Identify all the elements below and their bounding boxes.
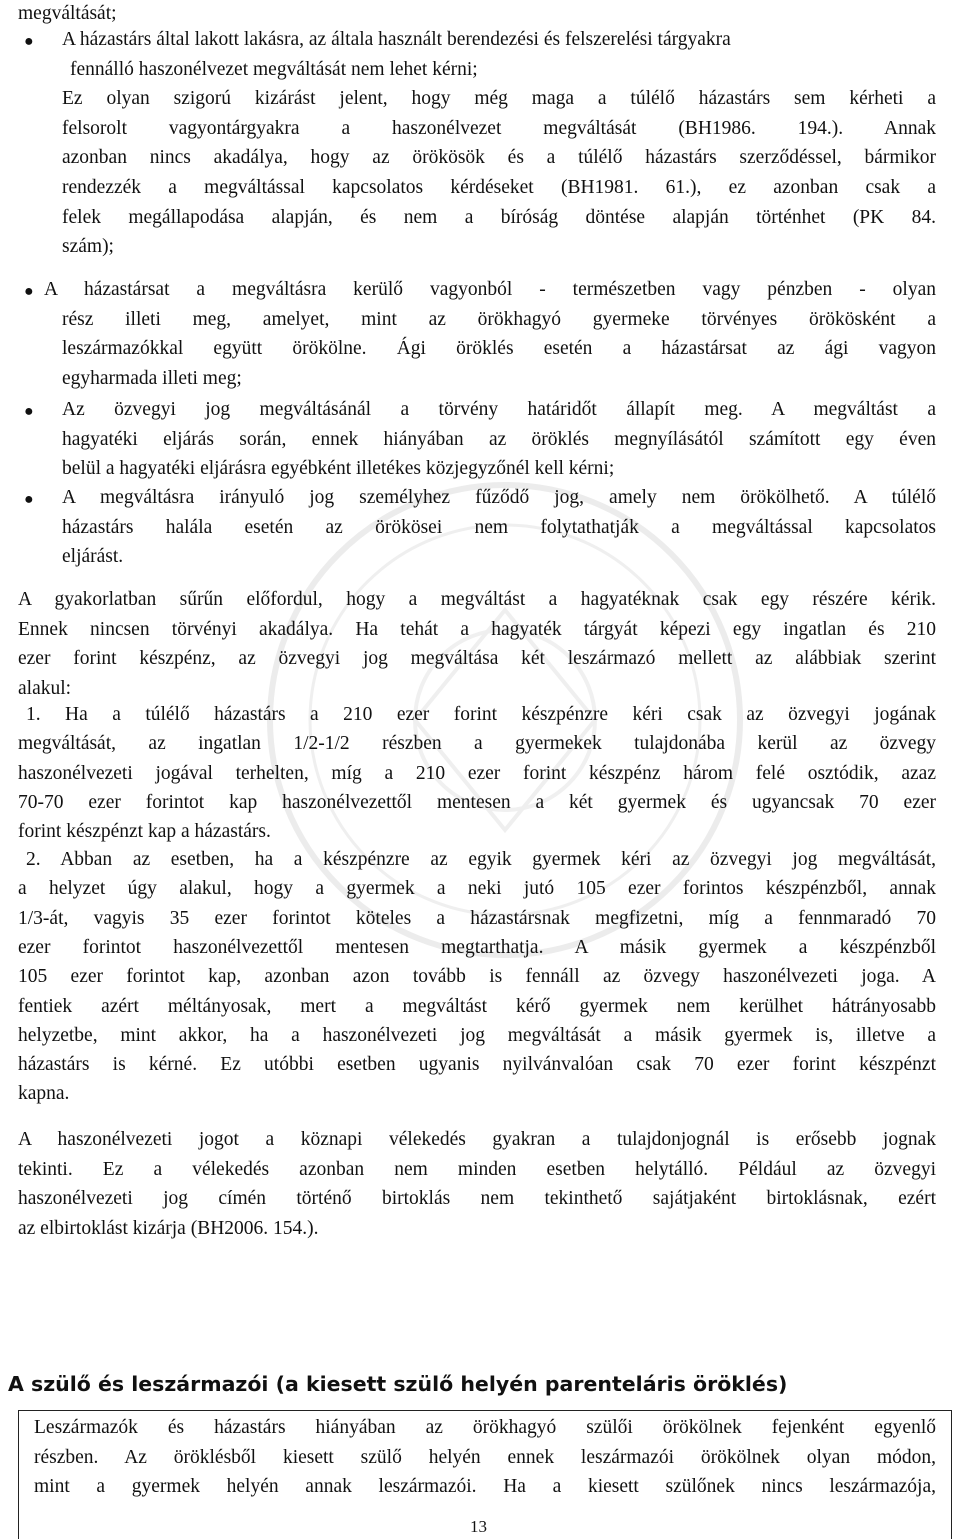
paragraph-line: 1/3-át, vagyis 35 ezer forintot köteles a házastársnak megfizetni, míg a fennmaradó 70 — [18, 907, 936, 929]
list-item-line: leszármazókkal együtt örökölne. Ági öröklés esetén a házastársat az ági vagyon — [62, 338, 936, 360]
list-item-line: felsorolt vagyontárgyakra a haszonélvezet megváltását (BH1986. 194.). Annak — [62, 117, 936, 139]
paragraph-line: kapna. — [18, 1083, 70, 1105]
list-item-line: egyharmada illeti meg; — [62, 367, 242, 389]
paragraph-line: az elbirtoklást kizárja (BH2006. 154.). — [18, 1217, 319, 1239]
paragraph-line: ezer forintot haszonélvezettől mentesen megtarthatja. A másik gyermek a készpénzből — [18, 936, 936, 958]
list-item-line: azonban nincs akadálya, hogy az örökösök és a túlélő házastárs szerződéssel, bármikor — [62, 147, 936, 169]
list-item-line: rendezzék a megváltással kapcsolatos kérdéseket (BH1981. 61.), ez azonban csak a — [62, 177, 936, 198]
paragraph-line: ezer forint készpénz, az özvegyi jog megváltása két leszármazó mellett az alábbiak szerint — [18, 648, 936, 669]
paragraph-line: forint készpénzt kap a házastárs. — [18, 821, 271, 843]
list-item-line: Az özvegyi jog megváltásánál a törvény határidőt állapít meg. A megváltást a — [62, 399, 936, 420]
list-item-line: házastárs halála esetén az örökösei nem folytathatják a megváltással kapcsolatos — [62, 516, 936, 538]
list-item-line: Ez olyan szigorú kizárást jelent, hogy még maga a túlélő házastárs sem kérheti a — [62, 88, 936, 110]
paragraph-line: helyzetbe, mint akkor, ha a haszonélvezeti jog megváltását a másik gyermek is, illetve a — [18, 1024, 936, 1046]
list-item-line: A megváltásra irányuló jog személyhez fűződő jog, amely nem örökölhető. A túlélő — [62, 487, 936, 508]
quote-box-line: részben. Az öröklésből kiesett szülő helyén ennek leszármazói örökölnek olyan módon, — [34, 1446, 936, 1468]
quote-box-line: Leszármazók és házastárs hiányában az örökhagyó szülői örökölnek fejenként egyenlő — [34, 1417, 936, 1438]
list-item-line: belül a hagyatéki eljárásra egyébként illetékes közjegyzőnél kell kérni; — [62, 458, 615, 480]
paragraph-line: haszonélvezeti jog címén történő birtoklás nem tekinthető sajátjaként birtoklásnak, ezért — [18, 1188, 936, 1209]
paragraph-line: megváltását, az ingatlan 1/2-1/2 részben a gyermekek tulajdonába kerül az özvegy — [18, 733, 936, 755]
list-item-line: hagyatéki eljárás során, ennek hiányában az öröklés megnyílásától számított egy éven — [62, 428, 936, 450]
section-heading: A szülő és leszármazói (a kiesett szülő helyén parenteláris öröklés) — [8, 1372, 788, 1396]
list-item-line: fennálló haszonélvezet megváltását nem lehet kérni; — [70, 58, 478, 80]
list-item-line: felek megállapodása alapján, és nem a bíróság döntése alapján történhet (PK 84. — [62, 206, 936, 228]
quote-box-line: mint a gyermek helyén annak leszármazói. Ha a kiesett szülőnek nincs leszármazója, — [34, 1476, 936, 1497]
paragraph-line: alakul: — [18, 677, 72, 699]
list-item-line: A házastársat a megváltásra kerülő vagyonból - természetben vagy pénzben - olyan — [44, 279, 936, 300]
bullet-icon: ● — [24, 491, 34, 508]
list-item-line: szám); — [62, 236, 114, 258]
paragraph-line: A haszonélvezeti jogot a köznapi vélekedés gyakran a tulajdonjognál is erősebb jognak — [18, 1129, 936, 1150]
list-item-line: A házastárs által lakott lakásra, az általa használt berendezési és felszerelési tárgyakra — [62, 29, 731, 50]
bullet-icon: ● — [24, 283, 34, 300]
list-item-line: eljárást. — [62, 546, 124, 568]
paragraph-line: házastárs is kérné. Ez utóbbi esetben ugyanis nyilvánvalóan csak 70 ezer forint készpénzt — [18, 1054, 936, 1076]
paragraph-line: 1. Ha a túlélő házastárs a 210 ezer forint készpénzre kéri csak az özvegyi jogának — [26, 704, 936, 725]
text-line: megváltását; — [18, 3, 117, 24]
paragraph-line: 70-70 ezer forintot kap haszonélvezettől mentesen a két gyermek és ugyancsak 70 ezer — [18, 791, 936, 813]
paragraph-line: 2. Abban az esetben, ha a készpénzre az egyik gyermek kéri az özvegyi jog megváltását, — [26, 849, 936, 870]
paragraph-line: 105 ezer forintot kap, azonban azon tovább is fennáll az özvegy haszonélvezeti joga. A — [18, 966, 936, 988]
list-item-line: rész illeti meg, amelyet, mint az örökhagyó gyermeke törvényes örökösként a — [62, 308, 936, 330]
paragraph-line: fentiek azért méltányosak, mert a megváltást kérő gyermek nem kerülhet hátrányosabb — [18, 995, 936, 1017]
paragraph-line: Ennek nincsen törvényi akadálya. Ha tehát a hagyaték tárgyát képezi egy ingatlan és 210 — [18, 618, 936, 640]
bullet-icon: ● — [24, 33, 34, 50]
paragraph-line: A gyakorlatban sűrűn előfordul, hogy a megváltást a hagyatéknak csak egy részére kérik. — [18, 589, 936, 610]
page-number: 13 — [470, 1517, 487, 1536]
bullet-icon: ● — [24, 403, 34, 420]
paragraph-line: tekinti. Ez a vélekedés azonban nem minden esetben helytálló. Például az özvegyi — [18, 1158, 936, 1180]
paragraph-line: haszonélvezeti jogával terhelten, míg a 210 ezer forint készpénz három felé osztódik, azaz — [18, 762, 936, 784]
paragraph-line: a helyzet úgy alakul, hogy a gyermek a neki jutó 105 ezer forintos készpénzből, annak — [18, 878, 936, 900]
